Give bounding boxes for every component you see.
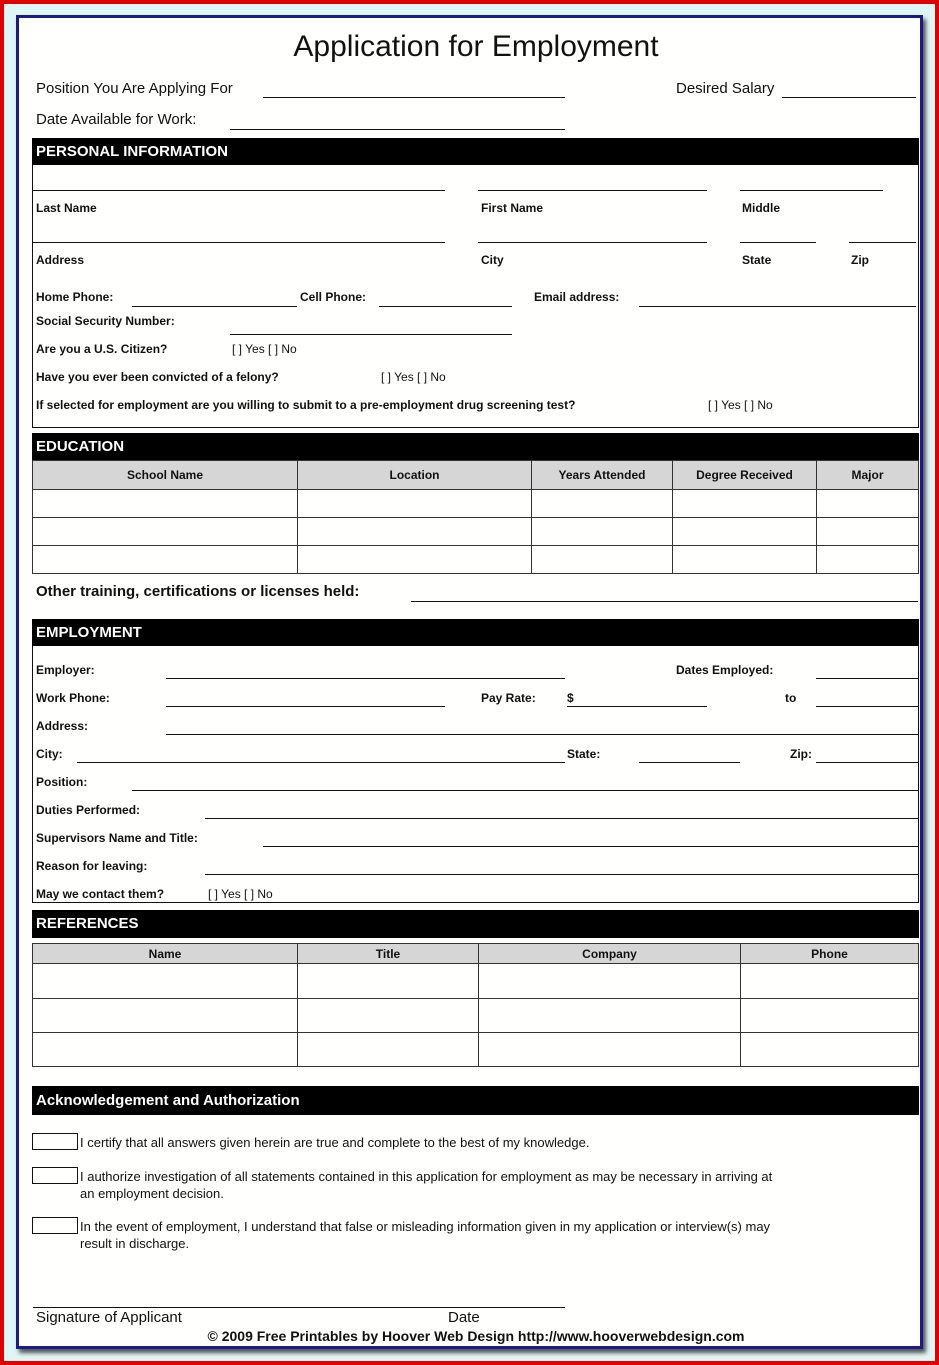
other-training-field[interactable] — [411, 601, 918, 602]
col-degree: Degree Received — [673, 461, 817, 490]
cell[interactable] — [817, 518, 919, 546]
salary-field[interactable] — [782, 97, 916, 98]
citizen-label: Are you a U.S. Citizen? — [36, 342, 168, 356]
cell[interactable] — [33, 518, 298, 546]
cell[interactable] — [532, 546, 673, 574]
col-phone: Phone — [741, 944, 919, 964]
email-field[interactable] — [639, 306, 916, 307]
table-row — [33, 1033, 919, 1067]
cell[interactable] — [33, 490, 298, 518]
zip-label: Zip — [851, 253, 869, 267]
emp-zip-label: Zip: — [790, 747, 812, 761]
emp-state-field[interactable] — [639, 762, 740, 763]
dates-to-field[interactable] — [816, 706, 918, 707]
emp-address-label: Address: — [36, 719, 89, 733]
reason-field[interactable] — [205, 874, 918, 875]
emp-city-label: City: — [36, 747, 63, 761]
education-table — [32, 460, 919, 574]
state-field[interactable] — [740, 242, 816, 243]
personal-header: PERSONAL INFORMATION — [32, 138, 919, 165]
table-row — [33, 490, 919, 518]
cell-phone-field[interactable] — [379, 306, 512, 307]
duties-label: Duties Performed: — [36, 803, 141, 817]
cell-phone-label: Cell Phone: — [300, 290, 367, 304]
address-label: Address — [36, 253, 85, 267]
col-school: School Name — [33, 461, 298, 490]
table-row — [33, 964, 919, 999]
dates-from-field[interactable] — [816, 678, 918, 679]
contact-yes-no[interactable]: [ ] Yes [ ] No — [208, 887, 273, 901]
table-row — [33, 999, 919, 1033]
drug-test-yes-no[interactable]: [ ] Yes [ ] No — [708, 398, 773, 412]
ssn-field[interactable] — [230, 334, 512, 335]
table-row — [33, 518, 919, 546]
felony-label: Have you ever been convicted of a felony? — [36, 370, 279, 384]
col-years: Years Attended — [532, 461, 673, 490]
cell[interactable] — [673, 490, 817, 518]
reason-label: Reason for leaving: — [36, 859, 148, 873]
middle-label: Middle — [742, 201, 780, 215]
signature-label: Signature of Applicant — [36, 1309, 182, 1326]
ssn-label: Social Security Number: — [36, 314, 175, 328]
ack-checkbox-2[interactable] — [32, 1167, 78, 1184]
cell[interactable] — [817, 546, 919, 574]
city-label: City — [481, 253, 504, 267]
emp-state-label: State: — [567, 747, 601, 761]
contact-label: May we contact them? — [36, 887, 165, 901]
references-header: REFERENCES — [32, 910, 919, 938]
pay-rate-field[interactable] — [567, 706, 707, 707]
last-name-label: Last Name — [36, 201, 97, 215]
felony-yes-no[interactable]: [ ] Yes [ ] No — [381, 370, 446, 384]
date-label: Date — [448, 1309, 480, 1326]
cell[interactable] — [298, 964, 479, 999]
cell[interactable] — [298, 1033, 479, 1067]
cell[interactable] — [298, 999, 479, 1033]
references-table — [32, 943, 919, 1067]
cell[interactable] — [298, 546, 532, 574]
dollar-sign: $ — [567, 691, 574, 705]
table-row — [33, 546, 919, 574]
col-location: Location — [298, 461, 532, 490]
state-label: State — [742, 253, 772, 267]
cell[interactable] — [298, 490, 532, 518]
cell[interactable] — [298, 518, 532, 546]
salary-label: Desired Salary — [676, 80, 775, 97]
footer-credit: © 2009 Free Printables by Hoover Web Design http://www.hooverwebdesign.com — [207, 1328, 745, 1344]
first-name-label: First Name — [481, 201, 544, 215]
cell[interactable] — [479, 1033, 741, 1067]
citizen-yes-no[interactable]: [ ] Yes [ ] No — [232, 342, 297, 356]
cell[interactable] — [479, 999, 741, 1033]
duties-field[interactable] — [205, 818, 918, 819]
supervisor-label: Supervisors Name and Title: — [36, 831, 198, 845]
zip-field[interactable] — [849, 242, 916, 243]
cell[interactable] — [741, 964, 919, 999]
cell[interactable] — [741, 999, 919, 1033]
dates-employed-label: Dates Employed: — [676, 663, 774, 677]
home-phone-field[interactable] — [132, 306, 297, 307]
emp-city-field[interactable] — [77, 762, 565, 763]
pay-rate-label: Pay Rate: — [481, 691, 536, 705]
col-company: Company — [479, 944, 741, 964]
position-label: Position You Are Applying For — [36, 80, 233, 97]
supervisor-field[interactable] — [263, 846, 918, 847]
employment-box — [32, 646, 919, 903]
to-label: to — [785, 691, 797, 705]
cell[interactable] — [33, 964, 298, 999]
cell[interactable] — [741, 1033, 919, 1067]
ack-text-1: I certify that all answers given herein are true and complete to the best of my knowledge. — [80, 1135, 590, 1150]
emp-zip-field[interactable] — [816, 762, 918, 763]
date-available-label: Date Available for Work: — [36, 111, 197, 128]
ack-text-2b: an employment decision. — [80, 1186, 224, 1201]
ack-text-3b: result in discharge. — [80, 1236, 190, 1251]
address-field[interactable] — [33, 242, 445, 243]
cell[interactable] — [33, 546, 298, 574]
cell[interactable] — [817, 490, 919, 518]
ack-text-2: I authorize investigation of all statements contained in this application for employment as may be necessary in arriving at — [80, 1169, 773, 1184]
ack-text-3: In the event of employment, I understand that false or misleading information given in my application or interview(s) may — [80, 1219, 771, 1234]
last-name-field[interactable] — [33, 190, 445, 191]
cell[interactable] — [673, 518, 817, 546]
work-phone-label: Work Phone: — [36, 691, 110, 705]
ack-checkbox-1[interactable] — [32, 1133, 78, 1150]
ack-header: Acknowledgement and Authorization — [32, 1086, 919, 1115]
date-available-field[interactable] — [230, 129, 565, 130]
employment-header: EMPLOYMENT — [32, 619, 919, 646]
cell[interactable] — [33, 1033, 298, 1067]
position-label: Position: — [36, 775, 88, 789]
email-label: Email address: — [534, 290, 620, 304]
col-title: Title — [298, 944, 479, 964]
employer-label: Employer: — [36, 663, 95, 677]
position-field[interactable] — [263, 97, 565, 98]
ack-checkbox-3[interactable] — [32, 1217, 78, 1234]
drug-test-label: If selected for employment are you willing to submit to a pre-employment drug screening test? — [36, 398, 576, 412]
page-title: Application for Employment — [293, 30, 659, 63]
cell[interactable] — [673, 546, 817, 574]
cell[interactable] — [33, 999, 298, 1033]
cell[interactable] — [532, 490, 673, 518]
col-major: Major — [817, 461, 919, 490]
personal-box — [32, 165, 919, 428]
cell[interactable] — [479, 964, 741, 999]
col-name: Name — [33, 944, 298, 964]
city-field[interactable] — [478, 242, 707, 243]
emp-position-field[interactable] — [132, 790, 918, 791]
signature-line[interactable] — [33, 1307, 565, 1308]
middle-field[interactable] — [740, 190, 883, 191]
home-phone-label: Home Phone: — [36, 290, 114, 304]
employer-field[interactable] — [166, 678, 565, 679]
cell[interactable] — [532, 518, 673, 546]
education-header: EDUCATION — [32, 433, 919, 460]
emp-address-field[interactable] — [166, 734, 918, 735]
work-phone-field[interactable] — [166, 706, 445, 707]
other-training-label: Other training, certifications or licenses held: — [36, 583, 360, 600]
first-name-field[interactable] — [478, 190, 707, 191]
